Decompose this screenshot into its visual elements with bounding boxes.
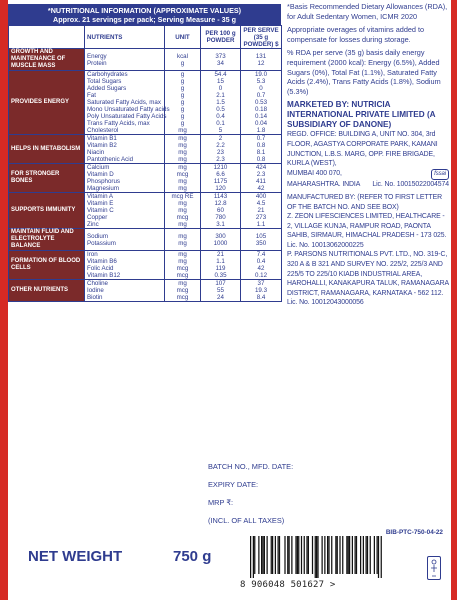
category-cell: SUPPORTS IMMUNITY	[9, 193, 85, 229]
nutrient-group-row	[9, 193, 282, 229]
nutrient-names-value: Iron	[87, 251, 98, 258]
barcode-digits: 8 906048 501627 >	[240, 580, 336, 590]
nutrient-per100-value: 2	[218, 135, 223, 142]
barcode-bar	[337, 536, 338, 574]
nutrient-units-value: mg	[178, 164, 187, 171]
nutrition-table	[8, 25, 282, 302]
nutrient-perserve-value: 2.3	[256, 171, 266, 178]
nutrient-perserve-value: 19.3	[254, 287, 268, 294]
nutrient-per100-value: 3.1	[216, 221, 225, 228]
fssai-logo: fssai	[431, 169, 449, 181]
barcode-bar	[275, 536, 276, 574]
nutrient-group-row	[9, 135, 282, 164]
state-text: MAHARASHTRA. INDIA	[287, 181, 361, 189]
category-cell: GROWTH AND MAINTENANCE OF MUSCLE MASS	[9, 49, 85, 71]
nutrition-subtitle: Approx. 21 servings per pack; Serving Measure - 35 g	[53, 15, 236, 24]
nutrient-units-value: mg	[178, 178, 187, 185]
nutrient-per100-value: 300	[215, 232, 226, 240]
barcode-bar	[349, 536, 350, 574]
marketed-by: MARKETED BY: NUTRICIA INTERNATIONAL PRIVATE LIMITED (A SUBSIDIARY OF DANONE)	[287, 100, 436, 130]
nutrient-perserve-value: 4.5	[256, 200, 266, 207]
barcode-bar	[298, 536, 299, 574]
nutrient-units	[165, 280, 201, 302]
barcode-bar	[317, 536, 318, 578]
nutrient-per100-value: 1175	[213, 178, 228, 185]
nutrient-names	[85, 71, 170, 135]
nutrient-names-value: Zinc	[87, 221, 99, 228]
barcode-bar	[331, 536, 332, 574]
license-3: Lic. No. 10012043000056	[287, 299, 364, 307]
nutrient-units	[165, 193, 201, 229]
barcode-bar	[267, 536, 268, 574]
barcode-bar	[250, 536, 251, 578]
nutrient-units-value: mg	[178, 185, 187, 192]
recycle-icon	[427, 556, 441, 580]
nutrient-per100-value: 1210	[213, 164, 228, 171]
nutrients-header: NUTRIENTS	[85, 26, 165, 49]
nutrient-units-value: mg	[178, 251, 187, 258]
nutrient-per100	[201, 135, 241, 164]
nutrient-names-value: Choline	[87, 280, 108, 287]
nutrient-perserve-value: 400	[255, 193, 267, 200]
nutrient-perserve-value: 0.12	[254, 272, 268, 279]
barcode-bar	[348, 536, 349, 574]
barcode-bar	[322, 536, 323, 574]
nutrient-per100	[201, 49, 241, 71]
barcode-bar	[262, 536, 263, 574]
nutrient-units	[165, 135, 201, 164]
nutrient-per100-value: 24	[217, 294, 224, 301]
category-cell: PROVIDES ENERGY	[9, 71, 85, 135]
nutrient-names-value: Calcium	[87, 164, 110, 171]
nutrient-perserve-value: 131	[255, 52, 267, 60]
manufactured-by: MANUFACTURED BY: (REFER TO FIRST LETTER OF THE BATCH NO. AND SEE BOX)	[287, 193, 442, 211]
nutrient-perserve-value: 0.8	[256, 156, 266, 163]
barcode-bar	[306, 536, 307, 574]
barcode-bar	[327, 536, 328, 574]
per100-header: PER 100 g POWDER	[201, 26, 241, 49]
nutrient-units-value: kcal	[176, 52, 188, 60]
barcode-bar	[295, 536, 296, 574]
barcode-bar	[271, 536, 272, 574]
nutrient-perserve	[241, 135, 282, 164]
nutrient-names-value: Vitamin B12	[87, 272, 121, 279]
barcode-bar	[367, 536, 368, 574]
nutrient-per100-value: 15	[217, 78, 224, 85]
nutrient-names-value: Cholesterol	[87, 127, 119, 134]
nutrient-units-value: mcg RE	[171, 193, 194, 200]
nutrient-names-value: Potassium	[87, 239, 116, 247]
barcode-bar	[335, 536, 336, 574]
nutrient-units-value: g	[180, 92, 185, 99]
nutrient-perserve-value: 7.4	[256, 251, 266, 258]
nutrient-names-value: Fat	[87, 92, 96, 99]
nutrient-units-value: g	[180, 99, 185, 106]
nutrient-units-value: mg	[178, 232, 187, 240]
nutrient-perserve-value: 12	[257, 59, 265, 67]
nutrient-names-value: Phosphorus	[87, 178, 121, 185]
percent-rda-note: % RDA per serve (35 g) basis daily energy requirement (2000 kcal): Energy (6.5%), Added Sugars (0%), Total Fat (1.1%), Saturated Fatty Acids (2.4%), Trans Fatty Acids (1.8%), Sodium (5.3%)	[287, 48, 441, 96]
barcode	[240, 536, 386, 592]
nutrient-perserve-value: 411	[256, 178, 266, 185]
net-weight-label: NET WEIGHT	[28, 548, 123, 565]
category-cell: HELPS IN METABOLISM	[9, 135, 85, 164]
nutrient-units-value: mg	[178, 135, 187, 142]
manufacturer-z: Z. ZEON LIFESCIENCES LIMITED, HEALTHCARE - 2, VILLAGE KUNJA, RAMPUR ROAD, PAONTA SAHIB, SIRMAUR, HIMACHAL PRADESH - 173 025.	[287, 213, 447, 240]
nutrient-perserve-value: 42	[257, 185, 265, 192]
nutrient-per100-value: 6.6	[216, 171, 225, 178]
nutrient-perserve-value: 0	[259, 85, 263, 92]
left-red-border	[0, 0, 8, 600]
nutrient-group-row	[9, 229, 282, 251]
info-column	[287, 0, 449, 308]
nutrient-per100-value: 60	[217, 207, 224, 214]
category-header-cell	[9, 26, 85, 49]
nutrient-names-value: Total Sugars	[87, 78, 122, 85]
batch-no-label: BATCH NO., MFD. DATE:	[208, 462, 294, 471]
nutrient-units-value: mg	[178, 280, 187, 287]
barcode-bar	[272, 536, 273, 574]
nutrient-perserve-value: 8.1	[256, 149, 266, 156]
nutrient-per100	[201, 251, 241, 280]
nutrient-perserve-value: 1.1	[256, 221, 266, 228]
barcode-bars	[250, 536, 382, 578]
overage-note: Appropriate overages of vitamins added to compensate for losses during storage.	[287, 25, 425, 44]
nutrient-perserve-value: 21	[257, 207, 265, 214]
nutrient-names-value: Pantothenic Acid	[87, 156, 134, 163]
nutrient-names-value: Vitamin B6	[87, 258, 117, 265]
barcode-bar	[324, 536, 325, 574]
unit-header: UNIT	[165, 26, 201, 49]
nutrient-units-value: mg	[178, 239, 187, 247]
nutrient-per100-value: 120	[215, 185, 226, 192]
nutrient-perserve	[241, 71, 282, 135]
barcode-bar	[346, 536, 347, 574]
nutrient-per100-value: 2.3	[216, 156, 225, 163]
barcode-bar	[287, 536, 288, 574]
nutrient-names-value: Niacin	[87, 149, 105, 156]
barcode-bar	[312, 536, 313, 574]
nutrition-title: NUTRITIONAL INFORMATION (APPROXIMATE VALUES)	[50, 6, 242, 15]
barcode-bar	[360, 536, 361, 574]
nutrient-names-value: Sodium	[87, 232, 108, 240]
nutrient-per100-value: 34	[217, 59, 224, 67]
nutrient-per100	[201, 164, 241, 193]
nutrient-perserve-value: 273	[255, 214, 267, 221]
barcode-bar	[366, 536, 367, 574]
nutrient-names	[85, 193, 165, 229]
nutrient-units-value: mg	[178, 200, 187, 207]
nutrient-per100-value: 0.4	[216, 113, 225, 120]
nutrient-names	[85, 251, 165, 280]
nutrient-per100-value: 1143	[213, 193, 228, 200]
nutrient-perserve	[241, 164, 282, 193]
nutrient-per100-value: 373	[215, 52, 226, 60]
nutrient-perserve-value: 0.8	[256, 142, 266, 149]
nutrient-per100-value: 5	[218, 127, 223, 134]
barcode-bar	[352, 536, 353, 574]
nutrient-perserve-value: 0.4	[256, 258, 266, 265]
nutrient-names-value: Vitamin B1	[87, 135, 117, 142]
nutrient-names-value: Folic Acid	[87, 265, 114, 272]
nutrient-per100-value: 54.4	[214, 71, 227, 78]
nutrient-names-value: Vitamin E	[87, 200, 114, 207]
right-red-border	[451, 0, 457, 600]
nutrient-per100-value: 21	[217, 251, 224, 258]
state-line	[287, 180, 449, 190]
barcode-bar	[301, 536, 302, 574]
nutrient-group-row	[9, 251, 282, 280]
nutrient-per100-value: 107	[215, 280, 226, 287]
nutrient-group-row	[9, 71, 282, 135]
nutrient-perserve-value: 19.0	[254, 71, 268, 78]
barcode-bar	[261, 536, 262, 574]
nutrient-units	[165, 251, 201, 280]
barcode-bar	[374, 536, 375, 574]
nutrient-perserve-value: 0.14	[254, 113, 268, 120]
barcode-bar	[297, 536, 298, 574]
barcode-bar	[355, 536, 356, 574]
category-cell: FOR STRONGER BONES	[9, 164, 85, 193]
nutrient-units-value: mg	[178, 149, 187, 156]
mumbai-line	[287, 169, 449, 181]
nutrient-per100-value: 0.1	[216, 120, 225, 127]
barcode-bar	[328, 536, 329, 574]
nutrient-perserve-value: 105	[255, 232, 267, 240]
barcode-bar	[284, 536, 285, 574]
nutrient-per100-value: 12.8	[214, 200, 227, 207]
nutrient-per100-value: 1.5	[216, 99, 225, 106]
taxes-label: (INCL. OF ALL TAXES)	[208, 516, 285, 525]
license-2: Lic. No. 10013062000225	[287, 241, 364, 249]
manufacturer-p: P. PARSONS NUTRITIONALS PVT. LTD., NO. 319-C, 320 A & B 321 AND SURVEY NO. 225/2, 225/3 AND 225/5 TO 225/10 KIADB INDUSTRIAL AREA, HAROHALLI, KANAKAPURA TALUK, RAMANAGARA DISTRICT, RAMANAGARA, KARNATAKA - 562 112.	[287, 251, 449, 297]
nutrient-per100-value: 23	[217, 149, 224, 156]
nutrient-units-value: mcg	[176, 214, 189, 221]
category-cell: MAINTAIN FLUID AND ELECTROLYTE BALANCE	[9, 229, 85, 251]
nutrient-group-row	[9, 164, 282, 193]
barcode-bar	[304, 536, 305, 574]
barcode-bar	[316, 536, 317, 578]
nutrient-per100-value: 1000	[213, 239, 228, 247]
nutrient-names-value: Protein	[87, 59, 107, 67]
barcode-bar	[370, 536, 371, 574]
nutrient-units-value: g	[180, 106, 185, 113]
barcode-bar	[289, 536, 290, 574]
nutrient-perserve	[241, 280, 282, 302]
barcode-bar	[381, 536, 382, 578]
nutrient-names-value: Vitamin A	[87, 193, 114, 200]
nutrient-names-value: Saturated Fatty Acids, max	[87, 99, 161, 106]
barcode-bar	[308, 536, 309, 574]
nutrient-names-value: Mono Unsaturated Fatty acids	[87, 106, 170, 113]
nutrient-names	[85, 164, 165, 193]
nutrient-per100	[201, 71, 241, 135]
nutrient-names-value: Biotin	[87, 294, 103, 301]
nutrient-names-value: Vitamin C	[87, 207, 114, 214]
nutrient-units	[165, 71, 201, 135]
nutrient-per100-value: 0.35	[214, 272, 227, 279]
nutrient-per100-value: 1.1	[216, 258, 225, 265]
nutrient-perserve-value: 42	[257, 265, 265, 272]
expiry-label: EXPIRY DATE:	[208, 480, 259, 489]
nutrient-units-value: mcg	[176, 294, 189, 301]
nutrient-units-value: mg	[178, 142, 187, 149]
nutrient-units-value: g	[180, 59, 185, 67]
nutrient-units-value: mg	[178, 221, 187, 228]
nutrient-names-value: Poly Unsaturated Fatty Acids	[87, 113, 167, 120]
table-header-row	[9, 26, 282, 49]
nutrient-names-value: Iodine	[87, 287, 104, 294]
product-code: BIB-PTC-750-04-22	[385, 529, 443, 536]
barcode-bar	[342, 536, 343, 574]
nutrient-perserve-value: 37	[257, 280, 265, 287]
nutrient-units-value: mcg	[176, 272, 189, 279]
nutrient-names-value: Magnesium	[87, 185, 119, 192]
nutrient-per100-value: 2.1	[216, 92, 225, 99]
nutrient-units	[165, 229, 201, 251]
nutrition-header	[8, 4, 281, 25]
barcode-bar	[378, 536, 379, 578]
nutrient-perserve-value: 0.04	[254, 120, 268, 127]
license-1: Lic. No. 10015022004574	[372, 181, 449, 189]
nutrient-names-value: Added Sugars	[87, 85, 127, 92]
nutrient-per100-value: 2.2	[216, 142, 225, 149]
nutrient-names	[85, 49, 165, 71]
rda-note: *Basis Recommended Dietary Allowances (RDA), for Adult Sedentary Women, ICMR 2020	[287, 2, 448, 21]
nutrient-perserve-value: 1.8	[256, 127, 266, 134]
barcode-bar	[315, 536, 316, 578]
nutrient-names	[85, 280, 165, 302]
nutrient-names-value: Vitamin B2	[87, 142, 117, 149]
nutrient-units	[165, 164, 201, 193]
nutrient-perserve-value: 424	[255, 164, 267, 171]
net-weight-value: 750 g	[173, 548, 212, 565]
nutrient-names	[85, 135, 165, 164]
batch-box	[208, 458, 293, 530]
barcode-bar	[264, 536, 265, 574]
nutrient-per100	[201, 229, 241, 251]
nutrient-per100-value: 119	[215, 265, 226, 272]
nutrient-perserve-value: 5.3	[256, 78, 266, 85]
nutrient-names-value: Trans Fatty Acids, max	[87, 120, 150, 127]
nutrient-perserve-value: 0.7	[256, 135, 266, 142]
barcode-bar	[339, 536, 340, 574]
barcode-bar	[254, 536, 255, 574]
barcode-bar	[278, 536, 279, 574]
nutrient-units-value: mcg	[176, 287, 189, 294]
nutrient-units-value: mg	[178, 258, 187, 265]
nutrient-units-value: g	[180, 113, 185, 120]
nutrient-units-value: g	[180, 71, 185, 78]
barcode-bar	[258, 536, 259, 574]
nutrient-units-value: mg	[178, 156, 187, 163]
barcode-bar	[291, 536, 292, 574]
nutrient-perserve	[241, 193, 282, 229]
barcode-bar	[363, 536, 364, 574]
barcode-bar	[279, 536, 280, 574]
nutrient-units-value: g	[180, 85, 185, 92]
nutrient-per100-value: 0	[218, 85, 223, 92]
nutrient-perserve	[241, 229, 282, 251]
nutrient-perserve	[241, 49, 282, 71]
nutrient-names	[85, 229, 165, 251]
barcode-bar	[253, 536, 254, 578]
nutrient-units	[165, 49, 201, 71]
category-cell: FORMATION OF BLOOD CELLS	[9, 251, 85, 280]
nutrient-group-row	[9, 280, 282, 302]
nutrition-table-body	[9, 49, 282, 302]
mrp-label: MRP ₹:	[208, 498, 234, 507]
regd-office: REGD. OFFICE: BUILDING A, UNIT NO. 304, 3rd FLOOR, AGASTYA CORPORATE PARK, KAMANI JUNCTION, L.B.S. MARG, OPP. FIRE BRIGADE, KURLA (WEST),	[287, 131, 438, 168]
nutrient-names-value: Copper	[87, 214, 108, 221]
nutrition-title-mark: *	[47, 6, 51, 15]
nutrient-perserve-value: 0.7	[256, 92, 266, 99]
nutrition-panel	[8, 4, 281, 302]
perserve-header: PER SERVE (35 g POWDER) $	[241, 26, 282, 49]
nutrient-units-value: g	[180, 120, 185, 127]
nutrient-units-value: g	[180, 78, 185, 85]
nutrient-names-value: Carbohydrates	[87, 71, 128, 78]
barcode-bar	[377, 536, 378, 574]
nutrient-per100-value: 0.5	[216, 106, 225, 113]
barcode-bar	[356, 536, 357, 574]
nutrient-per100-value: 780	[215, 214, 226, 221]
nutrient-perserve-value: 8.4	[256, 294, 266, 301]
nutrient-units-value: mcg	[176, 265, 189, 272]
label-panel	[8, 0, 451, 600]
nutrient-per100	[201, 193, 241, 229]
nutrient-group-row	[9, 49, 282, 71]
nutrient-per100	[201, 280, 241, 302]
nutrient-names-value: Energy	[87, 52, 107, 60]
category-cell: OTHER NUTRIENTS	[9, 280, 85, 302]
nutrient-units-value: mg	[178, 127, 187, 134]
nutrient-perserve	[241, 251, 282, 280]
nutrient-perserve-value: 350	[255, 239, 267, 247]
nutrient-units-value: mcg	[176, 171, 189, 178]
nutrient-units-value: mg	[178, 207, 187, 214]
nutrient-perserve-value: 0.53	[254, 99, 268, 106]
mumbai-text: MUMBAI 400 070,	[287, 169, 342, 177]
nutrient-perserve-value: 0.18	[254, 106, 268, 113]
nutrient-names-value: Vitamin D	[87, 171, 114, 178]
nutrient-per100-value: 55	[217, 287, 224, 294]
